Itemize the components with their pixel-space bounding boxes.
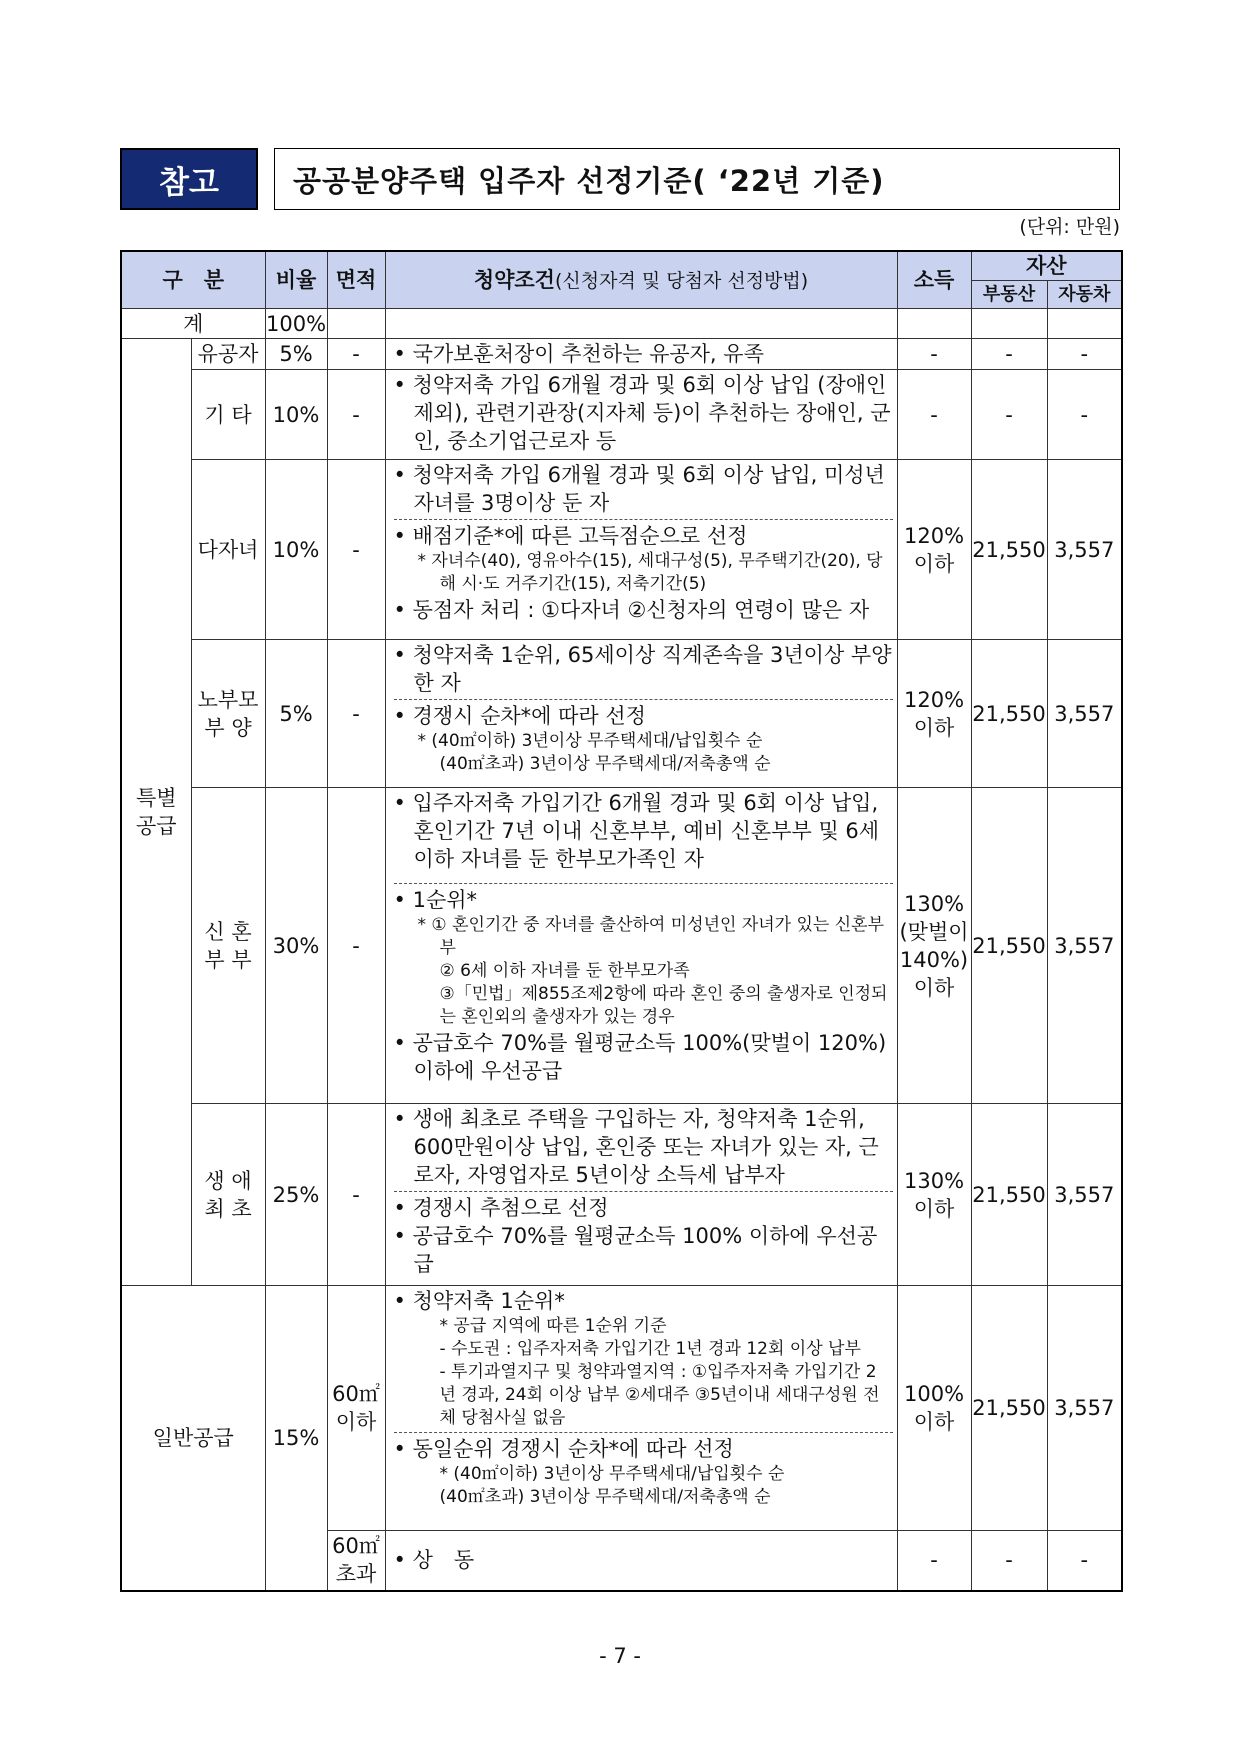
etc-condition: • 청약저축 가입 6개월 경과 및 6회 이상 납입 (장애인 제외), 관련기관장(지자체 등)이 추천하는 장애인, 군인, 중소기업근로자 등 — [393, 373, 891, 453]
multichild-condition-1: • 청약저축 가입 6개월 경과 및 6회 이상 납입, 미성년 자녀를 3명이상 둔 자 — [393, 463, 885, 515]
header-conditions-sub: (신청자격 및 당첨자 선정방법) — [554, 269, 809, 292]
elder-ratio: 5% — [265, 640, 327, 788]
total-row — [121, 309, 1122, 339]
firsttime-ratio: 25% — [265, 1104, 327, 1286]
general-note-1: - 수도권 : 입주자저축 가입기간 1년 경과 12회 이상 납부 — [439, 1339, 861, 1359]
header-realestate: 부동산 — [971, 281, 1047, 309]
general-car: 3,557 — [1047, 1286, 1122, 1531]
newlywed-label: 신 혼 부 부 — [191, 788, 265, 1104]
general-supply-label: 일반공급 — [121, 1286, 265, 1591]
merit-income: - — [897, 339, 971, 370]
reference-tag: 참고 — [120, 148, 258, 210]
total-ratio: 100% — [265, 309, 327, 339]
general-realestate: 21,550 — [971, 1286, 1047, 1531]
firsttime-realestate: 21,550 — [971, 1104, 1047, 1286]
newlywed-area: - — [327, 788, 385, 1104]
table-row-general-under60 — [121, 1286, 1122, 1531]
multichild-label: 다자녀 — [191, 460, 265, 640]
etc-area: - — [327, 370, 385, 460]
merit-label: 유공자 — [191, 339, 265, 370]
multichild-condition-3: • 동점자 처리 : ①다자녀 ②신청자의 연령이 많은 자 — [393, 598, 870, 622]
unit-note: (단위: 만원) — [1019, 216, 1120, 238]
merit-area: - — [327, 339, 385, 370]
general-over60-car: - — [1047, 1531, 1122, 1591]
newlywed-ratio: 30% — [265, 788, 327, 1104]
elder-condition-2: • 경쟁시 순차*에 따라 선정 — [394, 699, 893, 730]
multichild-car: 3,557 — [1047, 460, 1122, 640]
firsttime-label: 생 애 최 초 — [191, 1104, 265, 1286]
elder-label: 노부모 부 양 — [191, 640, 265, 788]
header-area: 면적 — [327, 251, 385, 309]
multichild-realestate: 21,550 — [971, 460, 1047, 640]
general-over60-income: - — [897, 1531, 971, 1591]
newlywed-condition-2: • 1순위* — [394, 883, 893, 914]
etc-car: - — [1047, 370, 1122, 460]
firsttime-income: 130% 이하 — [897, 1104, 971, 1286]
general-note-4: (40㎡초과) 3년이상 무주택세대/저축총액 순 — [439, 1487, 771, 1507]
elder-note-2: (40㎡초과) 3년이상 무주택세대/저축총액 순 — [439, 754, 771, 774]
firsttime-condition-1: • 생애 최초로 주택을 구입하는 자, 청약저축 1순위, 600만원이상 납입, 혼인중 또는 자녀가 있는 자, 근로자, 자영업자로 5년이상 소득세 납부자 — [393, 1107, 879, 1187]
header-car: 자동차 — [1047, 281, 1122, 309]
firsttime-condition-2: • 경쟁시 추첨으로 선정 — [394, 1191, 893, 1222]
general-condition-2: • 동일순위 경쟁시 순차*에 따라 선정 — [394, 1432, 893, 1463]
elder-car: 3,557 — [1047, 640, 1122, 788]
firsttime-car: 3,557 — [1047, 1104, 1122, 1286]
elder-income: 120% 이하 — [897, 640, 971, 788]
general-note-3: * (40㎡이하) 3년이상 무주택세대/납입횟수 순 — [439, 1464, 785, 1484]
table-row-firsttime — [121, 1104, 1122, 1286]
etc-ratio: 10% — [265, 370, 327, 460]
page-header — [120, 148, 1120, 210]
firsttime-condition-3: • 공급호수 70%를 월평균소득 100% 이하에 우선공급 — [393, 1224, 878, 1276]
header-income: 소득 — [897, 251, 971, 309]
merit-condition: • 국가보훈처장이 추천하는 유공자, 유족 — [385, 339, 897, 370]
newlywed-car: 3,557 — [1047, 788, 1122, 1104]
header-conditions — [385, 251, 897, 309]
merit-ratio: 5% — [265, 339, 327, 370]
header-ratio: 비율 — [265, 251, 327, 309]
general-note-2: - 투기과열지구 및 청약과열지역 : ①입주자저축 가입기간 2년 경과, 24회 이상 납부 ②세대주 ③5년이내 세대구성원 전체 당첨사실 없음 — [439, 1362, 880, 1428]
multichild-ratio: 10% — [265, 460, 327, 640]
newlywed-note-3: ③「민법」제855조제2항에 따라 혼인 중의 출생자로 인정되는 혼인외의 출생자가 있는 경우 — [439, 984, 888, 1027]
general-condition-1: • 청약저축 1순위* — [393, 1289, 565, 1313]
header-asset: 자산 — [971, 251, 1122, 281]
multichild-condition-2: • 배점기준*에 따른 고득점순으로 선정 — [394, 519, 893, 550]
elder-area: - — [327, 640, 385, 788]
newlywed-income: 130% (맞벌이 140%) 이하 — [897, 788, 971, 1104]
newlywed-note-2: ② 6세 이하 자녀를 둔 한부모가족 — [439, 961, 690, 981]
etc-realestate: - — [971, 370, 1047, 460]
merit-car: - — [1047, 339, 1122, 370]
header-conditions-main: 청약조건 — [473, 267, 555, 292]
multichild-income: 120% 이하 — [897, 460, 971, 640]
table-row-elder — [121, 640, 1122, 788]
page-number: - 7 - — [599, 1644, 641, 1668]
table-row-newlywed — [121, 788, 1122, 1104]
general-income: 100% 이하 — [897, 1286, 971, 1531]
total-label: 계 — [121, 309, 265, 339]
newlywed-condition-1: • 입주자저축 가입기간 6개월 경과 및 6회 이상 납입, 혼인기간 7년 이내 신혼부부, 예비 신혼부부 및 6세 이하 자녀를 둔 한부모가족인 자 — [393, 791, 880, 871]
general-condition-over60: • 상 동 — [385, 1531, 897, 1591]
general-over60-realestate: - — [971, 1531, 1047, 1591]
table-row-merit — [121, 339, 1122, 370]
elder-note-1: * (40㎡이하) 3년이상 무주택세대/납입횟수 순 — [417, 731, 763, 751]
general-area-under60: 60㎡ 이하 — [327, 1286, 385, 1531]
multichild-note: * 자녀수(40), 영유아수(15), 세대구성(5), 무주택기간(20), 당해 시·도 거주기간(15), 저축기간(5) — [417, 551, 883, 594]
table-row-etc — [121, 370, 1122, 460]
newlywed-condition-3: • 공급호수 70%를 월평균소득 100%(맞벌이 120%) 이하에 우선공급 — [393, 1031, 887, 1083]
multichild-area: - — [327, 460, 385, 640]
table-row-multichild — [121, 460, 1122, 640]
elder-condition-1: • 청약저축 1순위, 65세이상 직계존속을 3년이상 부양한 자 — [393, 643, 892, 695]
etc-income: - — [897, 370, 971, 460]
header-category: 구 분 — [121, 251, 265, 309]
etc-label: 기 타 — [191, 370, 265, 460]
general-area-over60: 60㎡ 초과 — [327, 1531, 385, 1591]
page-title: 공공분양주택 입주자 선정기준( ‘22년 기준) — [274, 148, 1120, 210]
elder-realestate: 21,550 — [971, 640, 1047, 788]
special-supply-label: 특별 공급 — [121, 339, 191, 1286]
firsttime-area: - — [327, 1104, 385, 1286]
merit-realestate: - — [971, 339, 1047, 370]
selection-criteria-table — [120, 250, 1123, 1592]
newlywed-note-1: * ① 혼인기간 중 자녀를 출산하여 미성년인 자녀가 있는 신혼부부 — [417, 915, 885, 958]
newlywed-realestate: 21,550 — [971, 788, 1047, 1104]
general-note-0: * 공급 지역에 따른 1순위 기준 — [439, 1316, 667, 1336]
general-ratio: 15% — [265, 1286, 327, 1591]
